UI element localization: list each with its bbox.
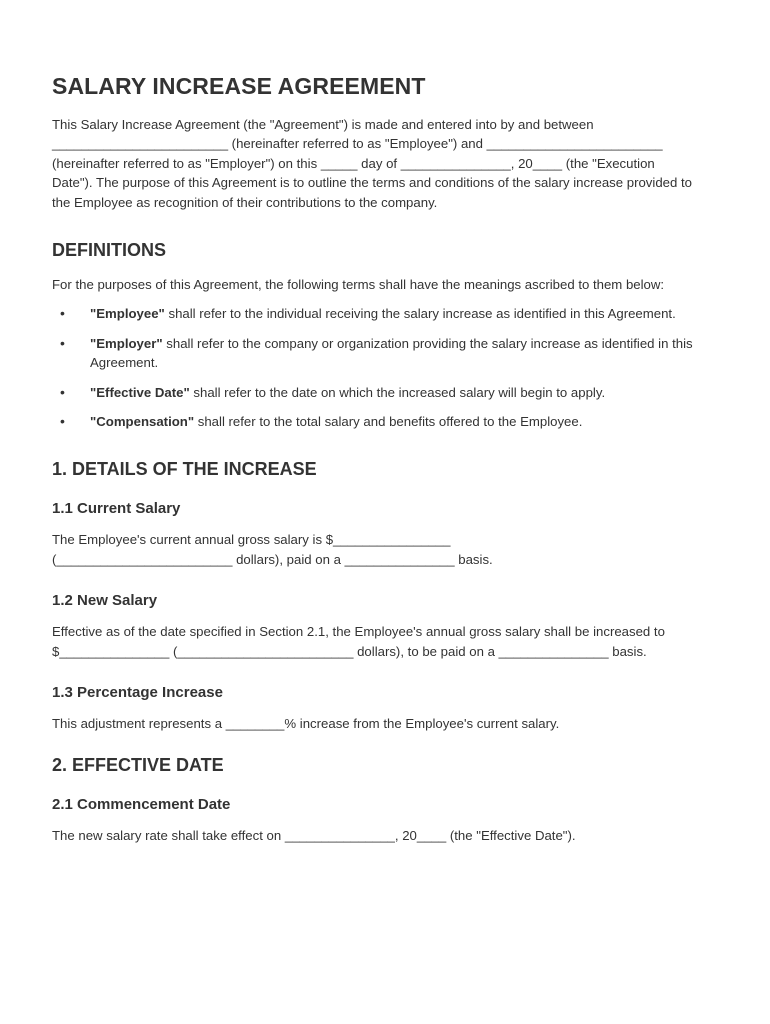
section-2-heading: 2. EFFECTIVE DATE bbox=[52, 754, 224, 775]
section-1-heading: 1. DETAILS OF THE INCREASE bbox=[52, 459, 317, 480]
current-salary-heading: 1.1 Current Salary bbox=[52, 500, 181, 518]
current-salary-text: The Employee's current annual gross salary is $________________ (________________________ dollars), paid on a _______________ basis. bbox=[52, 532, 493, 567]
definition-term: "Employee" bbox=[90, 306, 165, 322]
commencement-date-heading: 2.1 Commencement Date bbox=[52, 795, 231, 813]
definition-term: "Compensation" bbox=[90, 414, 195, 430]
definitions-heading: DEFINITIONS bbox=[52, 240, 167, 261]
definitions-intro: For the purposes of this Agreement, the following terms shall have the meanings ascribed to them below: bbox=[52, 277, 665, 293]
bullet-icon: • bbox=[60, 413, 65, 430]
definition-item-employee bbox=[52, 304, 712, 323]
document-page bbox=[52, 72, 712, 845]
definition-text: shall refer to the company or organization providing the salary increase as identified in this Agreement. bbox=[90, 335, 693, 371]
definitions-list bbox=[52, 304, 712, 431]
bullet-icon: • bbox=[60, 383, 65, 400]
bullet-icon: • bbox=[60, 334, 65, 351]
intro-paragraph: This Salary Increase Agreement (the "Agreement") is made and entered into by and between ________________________ (hereinafter referred to as "Employee") and ________________________ (hereinafter referred to as "Employer") on this _____ day of _______________, 20____ (the "Execution Date"). The purpose of this Agreement is to outline the terms and conditions of the salary increase provided to the Employee as recognition of their contributions to the company. bbox=[52, 117, 692, 210]
definition-item-compensation bbox=[52, 412, 712, 431]
definition-text: shall refer to the individual receiving the salary increase as identified in this Agreement. bbox=[164, 306, 676, 322]
definition-item-employer bbox=[52, 334, 712, 373]
definition-item-effective-date bbox=[52, 383, 712, 402]
definition-text: shall refer to the total salary and benefits offered to the Employee. bbox=[194, 414, 583, 430]
percentage-increase-text: This adjustment represents a ________% increase from the Employee's current salary. bbox=[52, 716, 560, 732]
document-title: SALARY INCREASE AGREEMENT bbox=[52, 73, 426, 99]
commencement-date-text: The new salary rate shall take effect on _______________, 20____ (the "Effective Date"). bbox=[52, 827, 576, 843]
new-salary-heading: 1.2 New Salary bbox=[52, 592, 158, 610]
definition-term: "Effective Date" bbox=[90, 384, 190, 400]
new-salary-text: Effective as of the date specified in Section 2.1, the Employee's annual gross salary shall be increased to $_______________ (________________________ dollars), to be paid on a _______________ basis. bbox=[52, 624, 665, 659]
bullet-icon: • bbox=[60, 305, 65, 322]
percentage-increase-heading: 1.3 Percentage Increase bbox=[52, 684, 223, 702]
definition-term: "Employer" bbox=[90, 335, 163, 351]
definition-text: shall refer to the date on which the increased salary will begin to apply. bbox=[189, 384, 606, 400]
